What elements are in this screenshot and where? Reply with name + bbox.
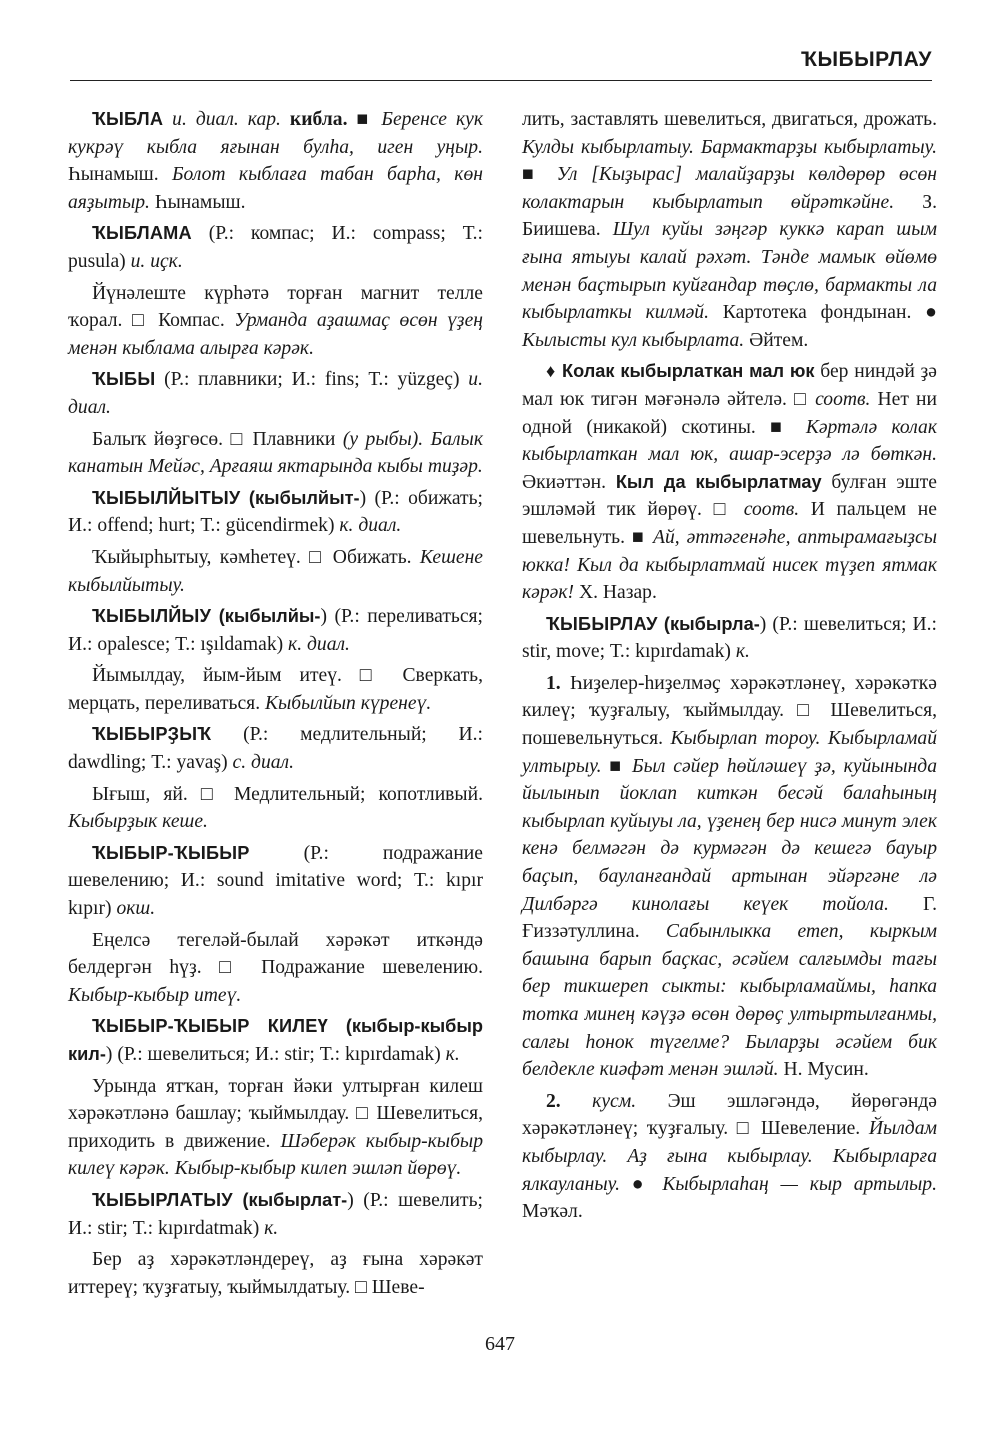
definition-text: Балыҡ йөҙгөсө. □ Плавники (у рыбы). Балык канатын Мейәс, Арғаяш яктарында кыбы тиҙәр. <box>68 428 483 478</box>
entry-kybyr-kybyr: ҠЫБЫР-ҠЫБЫР (Р.: подражание шевелению; И.: sound imitative word; Т.: kıpır kıpır) окш. <box>68 842 483 920</box>
definition-text: Ҡыйырһытыу, кәмһетеү. □ Обижать. Кешене кыбылйытыу. <box>68 546 483 596</box>
page-number: 647 <box>485 1333 515 1355</box>
sense-1: 1. Һиҙелер-һиҙелмәҫ хәрәкәтләнеү, хәрәкәткә килеү; ҡуҙғалыу, ҡыймылдау. □ Шевелиться, пошевельнуться. Кыбырлап тороу. Кыбырламай ултырыу. ■ Был сәйер һөйләшеү ҙә, куйынында йылынып йоклап киткән бесәй балаһының кыбырлап куйыуы ла, үҙенең бер нисә минут элек кенә белмәгән дә курмәгән дә кешегә бауыр баҫып, бауланғандай артынан эйәргәне лә Дилбәргә кинолағы кеүек тойола. Г. Ғиззәтуллина. Сабынлыкка етеп, кыркым башына барып баҫкас, әсәйем салғымды тағы бер тикшереп сыкты: кыбырламаймы, һапка тотка минең кәүҙә өсөн дөрөҫ ултыртылғанмы, салғы һонок түгелме? Быларҙы әсәйем бик белдекле киәфәт менән эшләй. Н. Мусин. <box>522 672 937 1081</box>
left-column <box>68 106 483 1305</box>
sense-2: 2. кусм. Эш эшләгәндә, йөрөгәндә хәрәкәтләнеү; ҡуҙғалыу. □ Шевеление. Йылдам кыбырлау. Аҙ ғына кыбырлау. Кыбырларға ялкауланыу. ● Кыбырлаһаң — кыр артылыр. Мәҡәл. <box>522 1090 937 1223</box>
entry-kybyrzyk: ҠЫБЫРҘЫҠ (Р.: медлительный; И.: dawdling; Т.: yavaş) с. диал. <box>68 724 483 774</box>
entry-kybla: ҠЫБЛА и. диал. кар. кибла. ■ Беренсе кук кукрәү кыбла яғынан булһа, иген уңыр. Һынамыш. Болот кыблаға табан барһа, көн аяҙытыр. Һынамыш. <box>68 109 483 213</box>
definition-text: Бер аҙ хәрәкәтләндереү, аҙ ғына хәрәкәт иттереү; ҡуҙғатыу, ҡыймылдатыу. □ Шеве- <box>68 1249 483 1298</box>
entry-kyby: ҠЫБЫ (Р.: плавники; И.: fins; Т.: yüzgeç) и. диал. <box>68 369 483 418</box>
entry-kybyr-kybyr-kileu: ҠЫБЫР-ҠЫБЫР КИЛЕҮ (кыбыр-кыбыр кил-) (Р.: шевелиться; И.: stir; Т.: kıpırdamak) к. <box>68 1016 483 1065</box>
right-column <box>522 106 937 1230</box>
entry-kybylyiyu: ҠЫБЫЛЙЫУ (кыбылйы-) (Р.: переливаться; И.: opalesce; Т.: ışıldamak) к. диал. <box>68 606 483 655</box>
definition-text: Йымылдау, йым-йым итеү. □ Сверкать, мерцать, переливаться. Кыбылйып күренеү. <box>68 665 483 714</box>
definition-text: Урында ятҡан, торған йәки ултырған килеш хәрәкәтләнә башлау; ҡыймылдау. □ Шевелиться, приходить в движение. Шәберәк кыбыр-кыбыр килеү кәрәк. Кыбыр-кыбыр килеп эшләп йөрөү. <box>68 1075 483 1180</box>
entry-kyblama: ҠЫБЛАМА (Р.: компас; И.: compass; Т.: pusula) и. иҫк. <box>68 223 483 272</box>
entry-kybyrlau: ҠЫБЫРЛАУ (кыбырла-) (Р.: шевелиться; И.: stir, move; Т.: kıpırdamak) к. <box>522 613 937 663</box>
entry-kybylyityu: ҠЫБЫЛЙЫТЫУ (кыбылйыт-) (Р.: обижать; И.: offend; hurt; Т.: gücendirmek) к. диал. <box>68 487 483 537</box>
entry-kybyrlatyu: ҠЫБЫРЛАТЫУ (кыбырлат-) (Р.: шевелить; И.: stir; Т.: kıpırdatmak) к. <box>68 1189 483 1239</box>
running-head-title: ҠЫБЫРЛАУ <box>800 48 932 71</box>
idiom-block: ♦ Колак кыбырлаткан мал юк бер ниндәй ҙә мал юк тигән мәғәнәлә әйтелә. □ соотв. Нет ни одной (никакой) скотины. ■ Кәртәлә колак кыбырлаткан мал юк, ашар-эсерҙә лә бөткән. Әкиәттән. Кыл да кыбырлатмау булған эште эшләмәй тик йөрөү. □ соотв. И пальцем не шевельнуть. ■ Ай, әттәгенәһе, аптырамағыҙсы юкка! Кыл да кыбырлатмай нисек түҙеп ятмак кәрәк! Х. Назар. <box>522 361 937 604</box>
definition-text: Ығыш, яй. □ Медлительный; копотливый. Кыбырҙык кеше. <box>68 783 483 833</box>
running-head <box>70 46 932 81</box>
definition-text: Йүнәлеште күрһәтә торған магнит телле ҡорал. □ Компас. Урманда аҙашмаҫ өсөн үҙең менән кыблама алырға кәрәк. <box>68 282 483 359</box>
definition-text: Еңелсә тегеләй-былай хәрәкәт иткәндә белдергән һүҙ. □ Подражание шевелению. Кыбыр-кыбыр итеү. <box>68 929 483 1006</box>
definition-continuation: лить, заставлять шевелиться, двигаться, дрожать. Кулды кыбырлатыу. Бармактарҙы кыбырлатыу. ■ Ул [Кыҙырас] малайҙарҙы көлдөрөр өсөн колактарын кыбырлатып өйрәткәйне. З. Биишева. Шул куйы зәңгәр куккә карап шым ғына ятыуы калай рәхәт. Тәнде мамык өйөмө менән баҫтырып куйғандар төҫлө, бармакты ла кыбырлаткы килмәй. Картотека фондынан. ● Кылысты кул кыбырлата. Әйтем. <box>522 109 937 351</box>
